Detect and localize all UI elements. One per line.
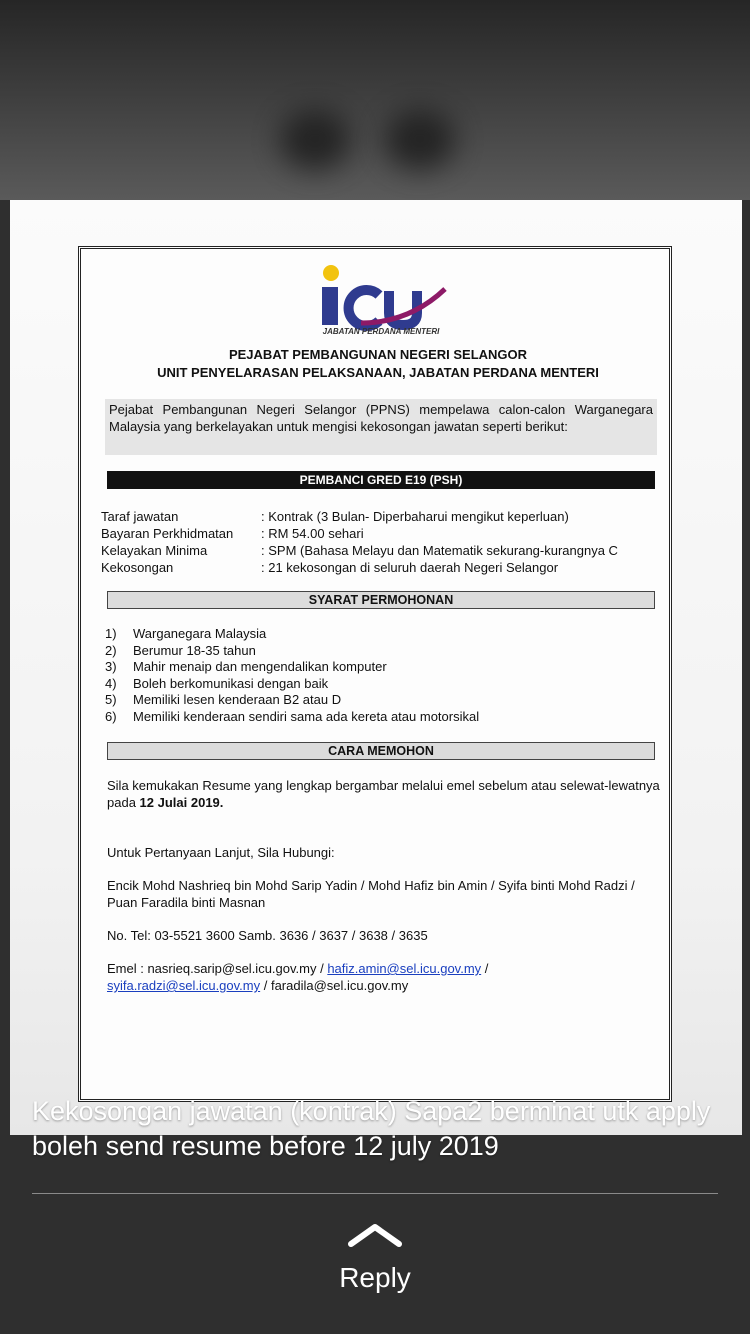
requirement-item: 4) Boleh berkomunikasi dengan baik: [105, 676, 329, 691]
reply-button[interactable]: Reply: [339, 1262, 411, 1293]
logo-caption: JABATAN PERDANA MENTERI: [322, 327, 440, 336]
requirements-title-bar: SYARAT PERMOHONAN: [107, 591, 655, 609]
requirement-item: 2) Berumur 18-35 tahun: [105, 643, 256, 658]
position-title-bar: PEMBANCI GRED E19 (PSH): [107, 471, 655, 489]
contact-heading: Untuk Pertanyaan Lanjut, Sila Hubungi:: [107, 845, 335, 860]
requirement-item: 3) Mahir menaip dan mengendalikan komputer: [105, 659, 387, 674]
divider: [32, 1193, 718, 1194]
detail-value: : 21 kekosongan di seluruh daerah Negeri Selangor: [261, 560, 559, 575]
detail-row: [101, 508, 671, 525]
deadline-date: 12 Julai 2019.: [139, 795, 224, 810]
requirement-item: 6) Memiliki kenderaan sendiri sama ada kereta atau motorsikal: [105, 709, 480, 724]
apply-title-bar: CARA MEMOHON: [107, 742, 655, 760]
office-name: PEJABAT PEMBANGUNAN NEGERI SELANGOR: [228, 347, 528, 362]
job-advertisement-document: [78, 246, 672, 1102]
chevron-up-icon[interactable]: [346, 1222, 404, 1248]
detail-label: Kekosongan: [101, 560, 174, 575]
apply-instructions: Sila kemukakan Resume yang lengkap bergambar melalui emel sebelum atau selewat-lewatnya pada 12 Julai 2019.: [107, 778, 660, 810]
unit-name: UNIT PENYELARASAN PELAKSANAAN, JABATAN PERDANA MENTERI: [157, 365, 599, 380]
detail-row: [101, 559, 671, 576]
detail-value: : Kontrak (3 Bulan- Diperbaharui mengikut keperluan): [261, 509, 569, 524]
email-link: hafiz.amin@sel.icu.gov.my: [327, 961, 482, 976]
story-caption: Kekosongan jawatan (kontrak) Sapa2 berminat utk apply boleh send resume before 12 july 2019: [32, 1096, 711, 1161]
detail-row: [101, 542, 671, 559]
detail-label: Taraf jawatan: [101, 509, 179, 524]
detail-value: : RM 54.00 sehari: [261, 526, 364, 541]
requirement-item: 1) Warganegara Malaysia: [105, 626, 267, 641]
contact-names: Encik Mohd Nashrieq bin Mohd Sarip Yadin / Mohd Hafiz bin Amin / Syifa binti Mohd Radzi / Puan Faradila binti Masnan: [107, 878, 635, 910]
email-link: syifa.radzi@sel.icu.gov.my: [107, 978, 261, 993]
detail-label: Bayaran Perkhidmatan: [101, 526, 234, 541]
contact-emails: Emel : nasrieq.sarip@sel.icu.gov.my / hafiz.amin@sel.icu.gov.my / syifa.radzi@sel.icu.gov.my / faradila@sel.icu.gov.my: [107, 961, 489, 993]
contact-phone: No. Tel: 03-5521 3600 Samb. 3636 / 3637 / 3638 / 3635: [107, 928, 428, 943]
detail-label: Kelayakan Minima: [101, 543, 208, 558]
intro-paragraph: Pejabat Pembangunan Negeri Selangor (PPNS) mempelawa calon-calon Warganegara Malaysia yang berkelayakan untuk mengisi kekosongan jawatan seperti berikut:: [105, 399, 657, 455]
requirement-item: 5) Memiliki lesen kenderaan B2 atau D: [105, 692, 342, 707]
detail-row: [101, 525, 671, 542]
blurred-background-top: [0, 0, 750, 200]
detail-value: : SPM (Bahasa Melayu dan Matematik sekurang-kurangnya C: [261, 543, 618, 558]
story-photo: [10, 200, 742, 1135]
